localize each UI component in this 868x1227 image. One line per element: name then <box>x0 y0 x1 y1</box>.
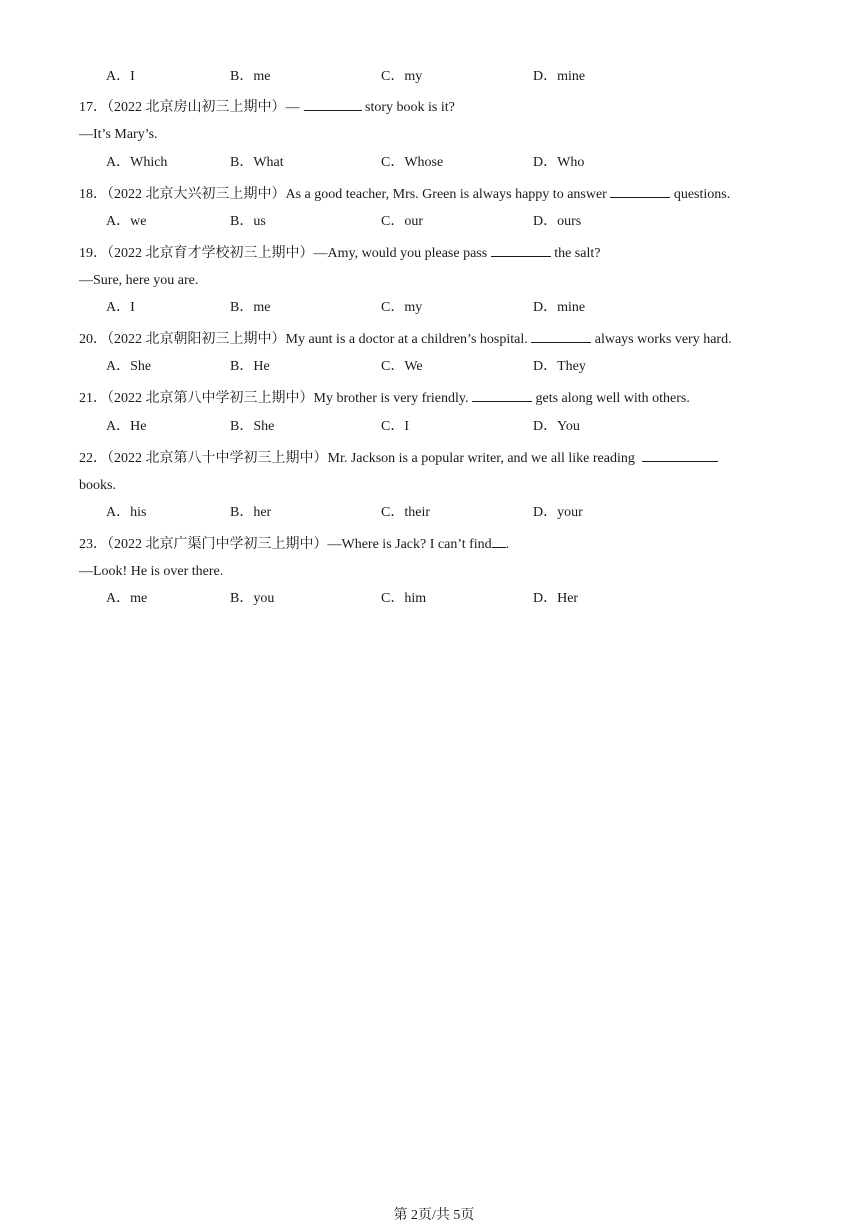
q16-options <box>106 68 806 86</box>
q21-option-a: A．He <box>106 419 147 434</box>
q18-stem <box>79 184 730 204</box>
q23-reply: —Look! He is over there. <box>79 564 224 579</box>
q22-option-d: D．your <box>533 505 583 520</box>
q22-option-a: A．his <box>106 505 147 520</box>
q18-number: 18． <box>79 187 107 202</box>
q19-answer-blank <box>491 243 551 257</box>
q17-option-c: C．Whose <box>381 155 444 170</box>
q16-option-c: C．my <box>381 69 423 84</box>
q20-answer-blank <box>531 329 591 343</box>
q20-options <box>106 358 806 376</box>
q17-option-b: B．What <box>230 155 284 170</box>
q21-text-post: gets along well with others. <box>532 391 690 406</box>
q20-option-a: A．She <box>106 359 152 374</box>
q18-option-a: A．we <box>106 214 147 229</box>
q22-options <box>106 504 806 522</box>
q20-option-c: C．We <box>381 359 423 374</box>
q19-option-c: C．my <box>381 300 423 315</box>
q21-source: （2022 北京第八中学初三上期中） <box>107 391 314 406</box>
q22-text-pre: Mr. Jackson is a popular writer, and we all like reading <box>327 451 639 466</box>
q21-answer-blank <box>472 388 532 402</box>
q21-options <box>106 418 806 436</box>
q22-option-b: B．her <box>230 505 272 520</box>
q18-option-d: D．ours <box>533 214 582 229</box>
q17-text-post: story book is it? <box>361 100 455 115</box>
q21-option-b: B．She <box>230 419 275 434</box>
q19-source: （2022 北京育才学校初三上期中） <box>107 246 314 261</box>
q20-text-pre: My aunt is a doctor at a children’s hospital. <box>285 332 532 347</box>
q20-stem <box>79 329 732 349</box>
q22-source: （2022 北京第八十中学初三上期中） <box>107 451 328 466</box>
q22-stem-continued: books. <box>79 478 116 493</box>
q23-source: （2022 北京广渠门中学初三上期中） <box>107 537 328 552</box>
q22-number: 22． <box>79 451 107 466</box>
q19-reply: —Sure, here you are. <box>79 273 199 288</box>
q20-text-post: always works very hard. <box>591 332 732 347</box>
q23-option-b: B．you <box>230 591 275 606</box>
q21-text-pre: My brother is very friendly. <box>313 391 472 406</box>
q17-source: （2022 北京房山初三上期中） <box>107 100 286 115</box>
q19-options <box>106 299 806 317</box>
q18-text-post: questions. <box>670 187 731 202</box>
q23-number: 23． <box>79 537 107 552</box>
q22-answer-blank <box>642 448 718 462</box>
q18-text-pre: As a good teacher, Mrs. Green is always happy to answer <box>285 187 611 202</box>
q20-number: 20． <box>79 332 107 347</box>
q21-number: 21． <box>79 391 107 406</box>
q23-option-a: A．me <box>106 591 148 606</box>
q19-option-d: D．mine <box>533 300 586 315</box>
q17-stem <box>79 97 455 117</box>
q21-stem <box>79 388 690 408</box>
q23-answer-blank <box>492 534 506 548</box>
q17-option-d: D．Who <box>533 155 585 170</box>
q23-text-post: . <box>505 537 510 552</box>
q23-text-pre: —Where is Jack? I can’t find <box>327 537 492 552</box>
q17-option-a: A．Which <box>106 155 168 170</box>
q17-text-pre: — <box>285 100 300 115</box>
q19-option-a: A．I <box>106 300 135 315</box>
q17-number: 17． <box>79 100 107 115</box>
q20-source: （2022 北京朝阳初三上期中） <box>107 332 286 347</box>
q21-option-c: C．I <box>381 419 409 434</box>
q18-option-c: C．our <box>381 214 423 229</box>
q22-option-c: C．their <box>381 505 430 520</box>
q16-option-a: A．I <box>106 69 135 84</box>
q18-answer-blank <box>610 184 670 198</box>
q20-option-d: D．They <box>533 359 586 374</box>
q21-option-d: D．You <box>533 419 580 434</box>
q19-number: 19． <box>79 246 107 261</box>
q19-text-pre: —Amy, would you please pass <box>313 246 491 261</box>
q17-options <box>106 154 806 172</box>
q18-options <box>106 213 806 231</box>
q23-stem <box>79 534 509 554</box>
q17-reply: —It’s Mary’s. <box>79 127 158 142</box>
page-footer: 第 2页/共 5页 <box>393 1208 475 1223</box>
q23-option-c: C．him <box>381 591 427 606</box>
q18-option-b: B．us <box>230 214 266 229</box>
q23-options <box>106 590 806 608</box>
q16-option-b: B．me <box>230 69 271 84</box>
q18-source: （2022 北京大兴初三上期中） <box>107 187 286 202</box>
q16-option-d: D．mine <box>533 69 586 84</box>
q22-stem <box>79 448 718 468</box>
q19-stem <box>79 243 600 263</box>
q20-option-b: B．He <box>230 359 270 374</box>
q23-option-d: D．Her <box>533 591 579 606</box>
q17-answer-blank <box>304 97 362 111</box>
q19-text-post: the salt? <box>550 246 601 261</box>
q19-option-b: B．me <box>230 300 271 315</box>
